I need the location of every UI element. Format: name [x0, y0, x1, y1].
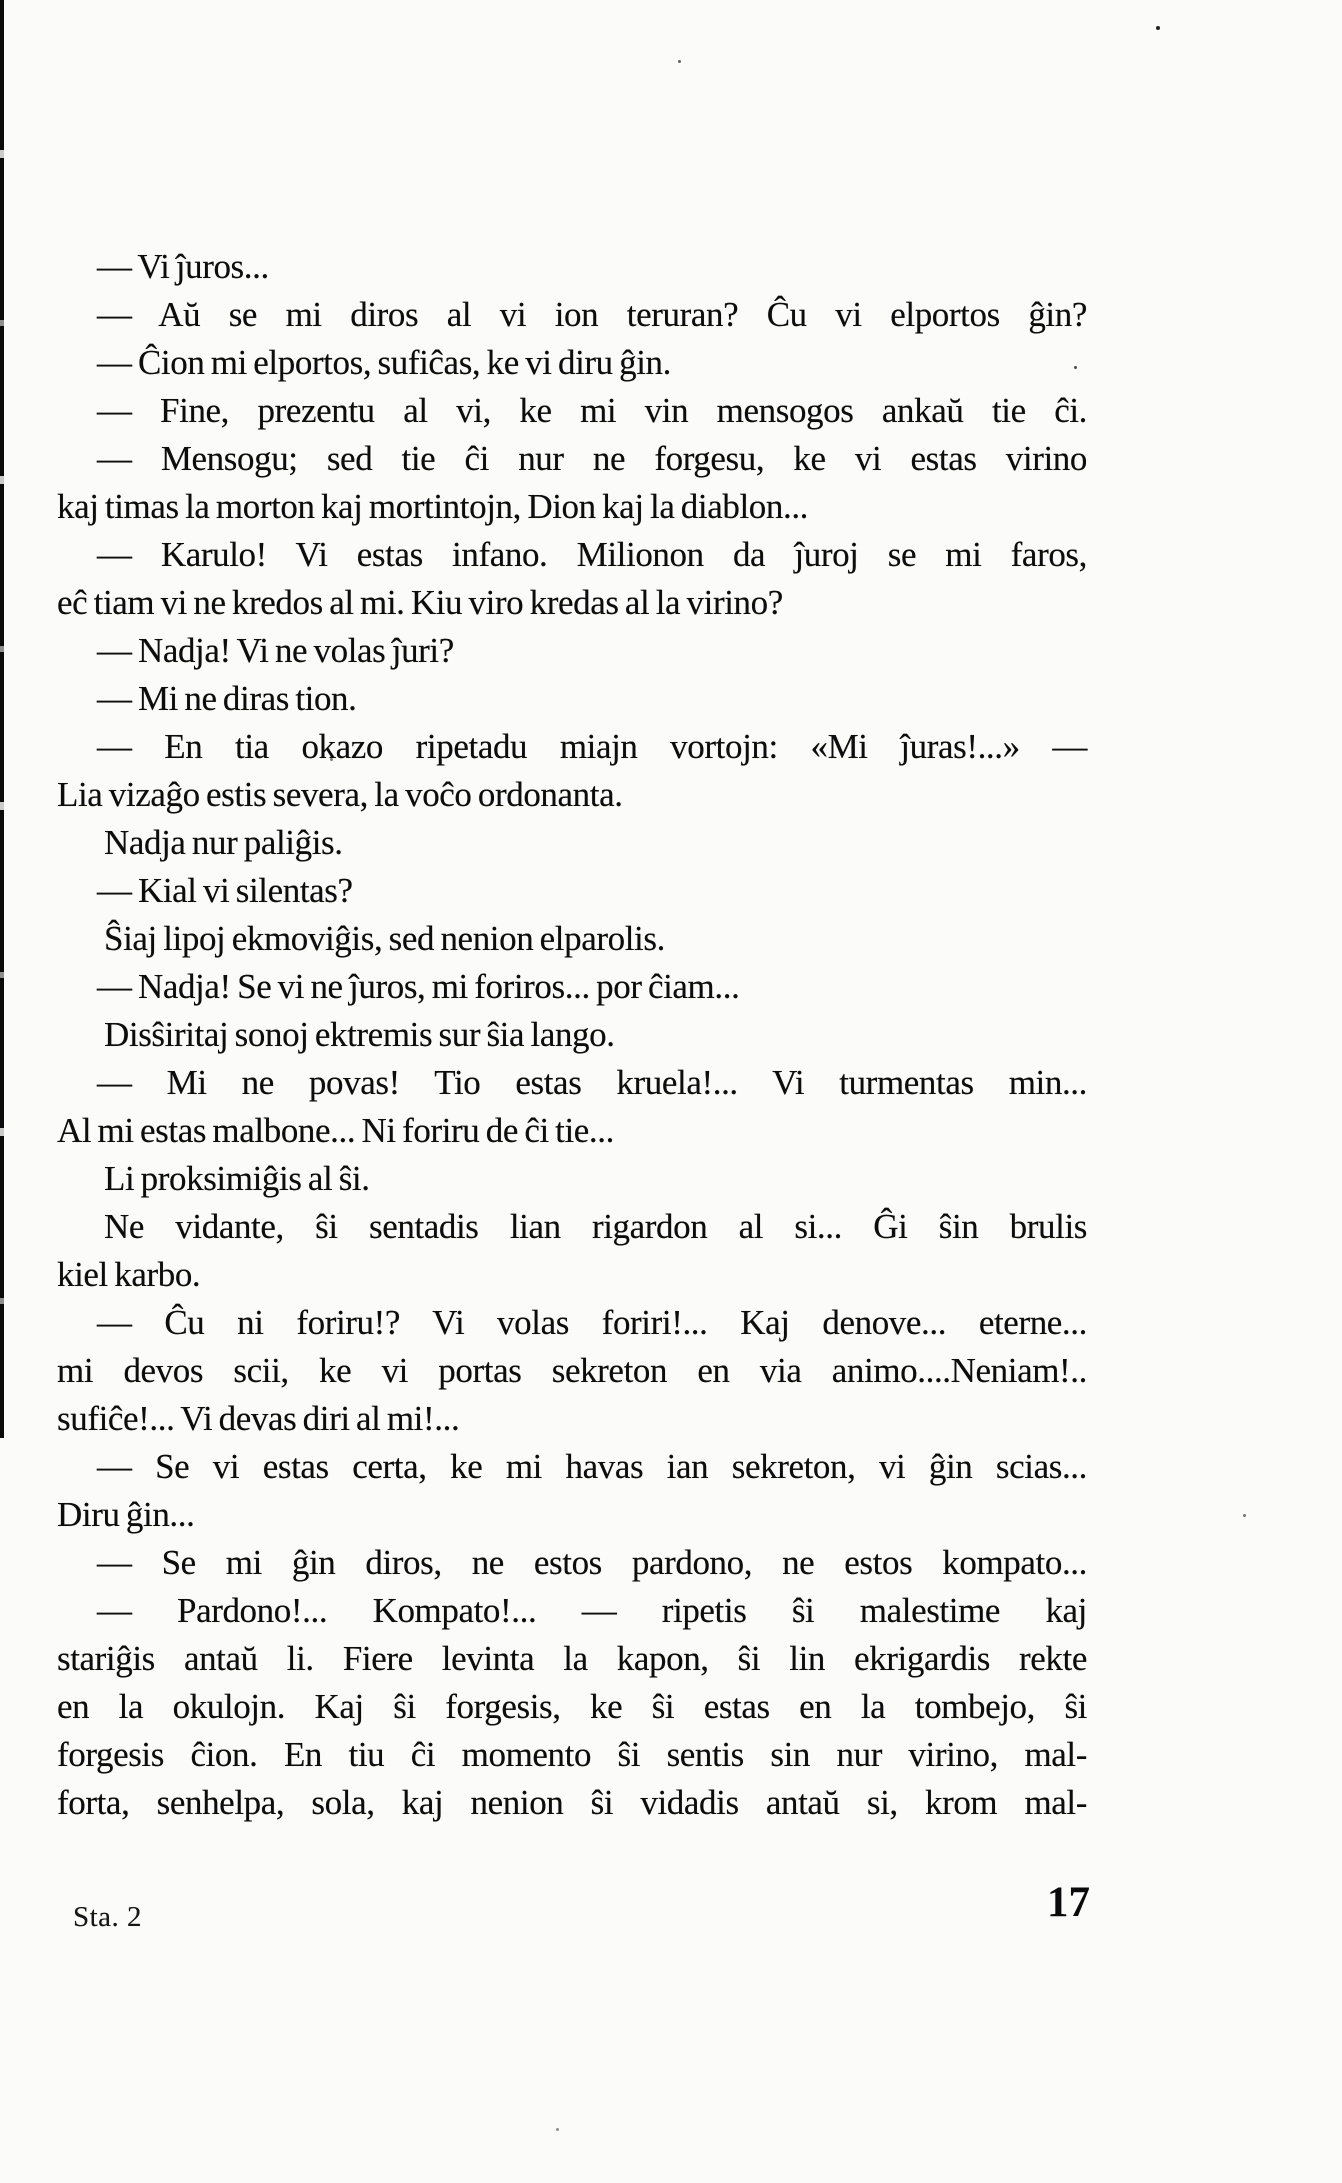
text-line: — Mi ne diras tion.	[97, 679, 357, 718]
text-line: eĉ tiam vi ne kredos al mi. Kiu viro kredas al la virino?	[57, 583, 783, 622]
scan-speck	[678, 60, 681, 63]
text-line: — Mi ne povas! Tio estas kruela!... Vi turmentas min...	[97, 1063, 1087, 1102]
text-line: Ŝiaj lipoj ekmoviĝis, sed nenion elparolis.	[104, 919, 665, 958]
text-line: kaj timas la morton kaj mortintojn, Dion kaj la diablon...	[57, 487, 809, 526]
text-line: Ne vidante, ŝi sentadis lian rigardon al si... Ĝi ŝin brulis	[104, 1207, 1087, 1246]
scan-speck	[1243, 1514, 1246, 1517]
page-number: 17	[1047, 1879, 1090, 1926]
text-line: — Fine, prezentu al vi, ke mi vin mensogos ankaŭ tie ĉi.	[97, 391, 1087, 430]
text-line: — Se mi ĝin diros, ne estos pardono, ne estos kompato...	[97, 1543, 1087, 1582]
text-line: — Mensogu; sed tie ĉi nur ne forgesu, ke vi estas virino	[97, 439, 1087, 478]
text-line: Diru ĝin...	[57, 1495, 195, 1534]
text-block	[57, 243, 1087, 1827]
text-line: forta, senhelpa, sola, kaj nenion ŝi vidadis antaŭ si, krom mal-	[57, 1783, 1087, 1822]
text-line: — Aŭ se mi diros al vi ion teruran? Ĉu vi elportos ĝin?	[97, 295, 1087, 334]
text-line: Lia vizaĝo estis severa, la voĉo ordonanta.	[57, 775, 623, 814]
text-line: Li proksimiĝis al ŝi.	[104, 1159, 370, 1198]
scan-speck	[556, 2128, 559, 2131]
text-line: — Karulo! Vi estas infano. Milionon da ĵuroj se mi faros,	[97, 535, 1087, 574]
text-line: — Kial vi silentas?	[97, 871, 353, 910]
text-line: — Pardono!... Kompato!... — ripetis ŝi malestime kaj	[97, 1591, 1087, 1630]
text-line: kiel karbo.	[57, 1255, 201, 1294]
text-line: en la okulojn. Kaj ŝi forgesis, ke ŝi estas en la tombejo, ŝi	[57, 1687, 1087, 1726]
text-line: — Se vi estas certa, ke mi havas ian sekreton, vi ĝin scias...	[97, 1447, 1087, 1486]
scan-edge-artifact	[0, 0, 4, 1438]
text-line: mi devos scii, ke vi portas sekreton en via animo....Neniam!..	[57, 1351, 1087, 1390]
text-line: — Nadja! Vi ne volas ĵuri?	[97, 631, 454, 670]
text-line: stariĝis antaŭ li. Fiere levinta la kapon, ŝi lin ekrigardis rekte	[57, 1639, 1087, 1678]
text-line: — Vi ĵuros...	[97, 247, 269, 286]
text-line: — Ĉu ni foriru!? Vi volas foriri!... Kaj denove... eterne...	[97, 1303, 1087, 1342]
text-line: Disŝiritaj sonoj ektremis sur ŝia lango.	[104, 1015, 615, 1054]
scan-speck	[1156, 26, 1160, 30]
text-line: Nadja nur paliĝis.	[104, 823, 343, 862]
text-line: Al mi estas malbone... Ni foriru de ĉi tie...	[57, 1111, 614, 1150]
text-line: — En tia okazo ripetadu miajn vortojn: «Mi ĵuras!...» —	[97, 727, 1087, 766]
text-line: forgesis ĉion. En tiu ĉi momento ŝi sentis sin nur virino, mal-	[57, 1735, 1087, 1774]
text-line: — Ĉion mi elportos, sufiĉas, ke vi diru ĝin.	[97, 343, 671, 382]
text-line: — Nadja! Se vi ne ĵuros, mi foriros... por ĉiam...	[97, 967, 740, 1006]
text-line: sufiĉe!... Vi devas diri al mi!...	[57, 1399, 460, 1438]
signature-mark: Sta. 2	[73, 1901, 143, 1933]
